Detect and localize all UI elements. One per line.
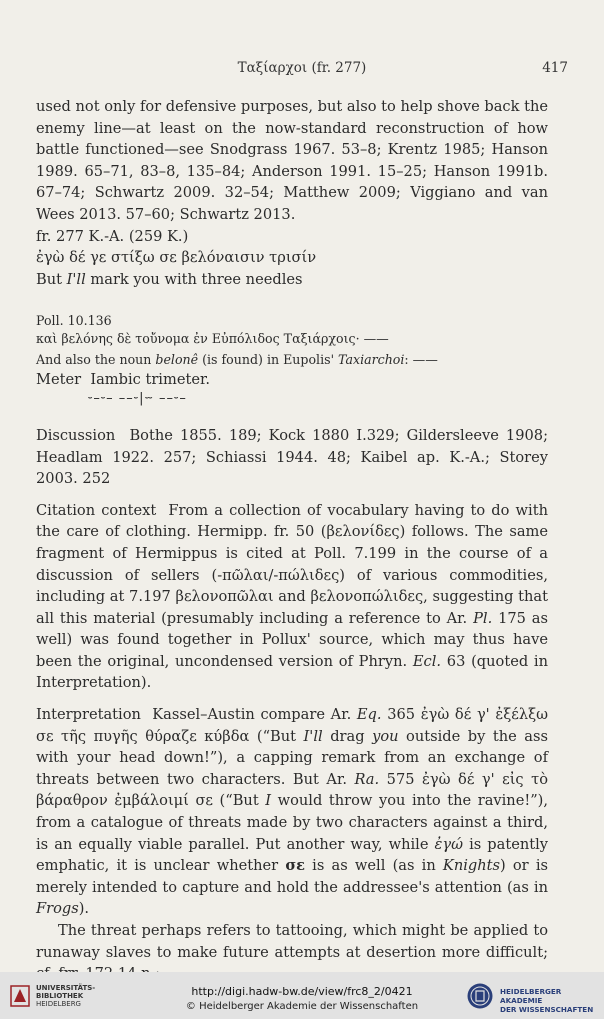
footer-bar [0, 972, 604, 1019]
fragment-heading: fr. 277 K.-A. (259 K.) [36, 227, 189, 245]
source-translation: And also the noun belonê (is found) in Eupolis' Taxiarchoi: —— [36, 352, 438, 368]
meter-scansion: ⏑–⏑– ––⏑|⏖ ––⏑– [88, 390, 187, 406]
interpretation-section: Interpretation Kassel–Austin compare Ar. Eq. 365 ἐγὼ δέ γ' ἐξέλξω σε τῆς πυγῆς θύραζε κύβδα (“But I'll drag you outside by the ass with your head down!”), a capping remark from an exchange of threats between two characters. But Ar. Ra. 575 ἐγὼ δέ γ' εἰς τὸ βάραθρον ἐμβάλοιμί σε (“But I would throw you into the ravine!”), from a catalogue of threats made by two characters against a third, is an equally viable parallel. Put another way, while ἐγώ is patently emphatic, it is unclear whether σε is as well (as in Knights) or is merely intended to capture and hold the addressee's attention (as in Frogs). [36, 706, 549, 918]
citation-label: Citation context [36, 501, 157, 519]
discussion-text: Bothe 1855. 189; Kock 1880 I.329; Gildersleeve 1908; Headlam 1922. 257; Schiassi 1944. 48; Kaibel ap. K.-A.; Storey 2003. 252 [36, 426, 548, 488]
fragment-greek: ἐγὼ δέ γε στίξω σε βελόναισιν τρισίν [36, 249, 317, 267]
threat-paragraph: The threat perhaps refers to tattooing, which might be applied to runaway slaves to make future attempts at desertion more difficult; [36, 922, 548, 961]
academy-name: HEIDELBERGER AKADEMIE DER WISSENSCHAFTEN [500, 987, 594, 1014]
interpretation-label: Interpretation [36, 706, 141, 724]
source-block [36, 312, 548, 369]
running-header [36, 60, 568, 82]
meter-text: Iambic trimeter. [90, 371, 210, 389]
discussion-section [36, 425, 548, 490]
running-title: Ταξίαρχοι (fr. 277) [237, 60, 367, 76]
page-number: 417 [542, 60, 568, 76]
university-library-name: UNIVERSITÄTS- BIBLIOTHEK HEIDELBERG [36, 984, 96, 1008]
meter-label: Meter [36, 371, 82, 389]
meter-section [36, 369, 548, 391]
citation-section: Citation context From a collection of vocabulary having to do with the care of clothing. Hermipp. fr. 50 (βελονίδες) follows. The same fragment of Hermippus is cited at Poll. 7.199 in the course of a discussion of sellers (-πῶλαι/-πώλιδες) of various commodities, including at 7.197 βελονοπῶλαι and βελονοπώλιδες, suggesting that all this material (presumably including a reference to Ar. Pl. 175 as well) was found together in Pollux' source, which may thus have been the original, uncondensed version of Phryn. Ecl. 63 (quoted in Interpretation). [36, 501, 548, 692]
footer-copyright: © Heidelberger Akademie der Wissenschaften [185, 1001, 419, 1012]
page-body [36, 96, 548, 985]
source-greek: καὶ βελόνης δὲ τοὔνομα ἐν Εὐπόλιδος Ταξιάρχοις· —— [36, 331, 389, 347]
source-reference: Poll. 10.136 [36, 313, 112, 329]
intro-paragraph: used not only for defensive purposes, but also to help shove back the enemy line—at least on the now-standard reconstruction of how battle functioned—see Snodgrass 1967. 53–8; Krentz 1985; Hanson 1989. 65–71, 83–8, 135–84; Anderson 1991. 15–25; Hanson 1991b. 67–74; Schwartz 2009. 32–54; Matthew 2009; Viggiano and van Wees 2013. 57–60; Schwartz 2013. [36, 98, 548, 223]
discussion-label: Discussion [36, 426, 116, 444]
fragment-translation: But I'll mark you with three needles [36, 270, 303, 288]
footer-url-link[interactable]: http://digi.hadw-bw.de/view/frc8_2/0421 [191, 985, 413, 998]
academy-seal-icon [466, 982, 494, 1010]
